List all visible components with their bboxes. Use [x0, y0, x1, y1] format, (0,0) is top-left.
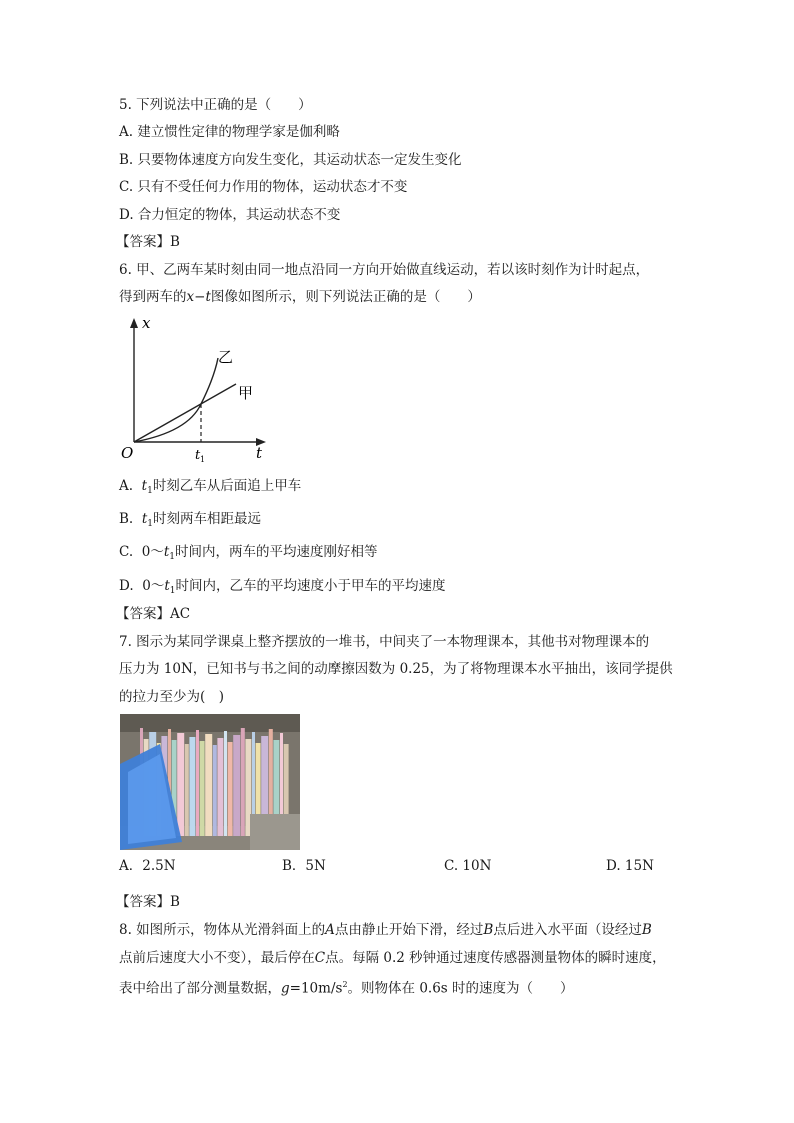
q6-stem-pre: 得到两车的 [119, 289, 187, 305]
option-sub: 1 [147, 486, 153, 496]
q6-option-d [119, 577, 446, 600]
q8-text: 点后进入水平面（设经过 [493, 922, 642, 938]
answer-label: 【答案】 [116, 606, 170, 622]
q5-option-c: C. 只有不受任何力作用的物体，运动状态才不变 [119, 179, 408, 195]
option-letter: A. [119, 478, 134, 494]
option-letter: C. [119, 544, 134, 560]
option-text: 时刻乙车从后面追上甲车 [152, 478, 302, 494]
answer-label: 【答案】 [116, 234, 170, 250]
q6-stem-t: t [205, 289, 211, 305]
q6-stem-x: x [186, 289, 195, 305]
origin-label: O [121, 444, 134, 462]
q8-point-a: A [325, 922, 335, 938]
q6-option-b [119, 510, 261, 533]
q5-option-d: D. 合力恒定的物体，其运动状态不变 [119, 207, 341, 223]
option-text: 时间内，两车的平均速度刚好相等 [175, 544, 378, 560]
option-sub: 1 [169, 552, 175, 562]
q8-sup: 2 [342, 980, 348, 989]
answer-value: B [170, 894, 180, 910]
t1-label: t [195, 448, 201, 462]
q8-point-c: C [314, 950, 326, 966]
q8-text: 点前后速度大小不变），最后停在 [119, 950, 315, 966]
option-var: t [141, 511, 148, 527]
q6-stem-line1: 6. 甲、乙两车某时刻由同一地点沿同一方向开始做直线运动，若以该时刻作为计时起点， [119, 262, 650, 278]
q5-option-a: A. 建立惯性定律的物理学家是伽利略 [119, 124, 340, 140]
option-letter: D. [119, 578, 134, 594]
t1-subscript: 1 [200, 455, 206, 462]
option-sub: 1 [169, 586, 176, 596]
xt-graph [118, 312, 278, 462]
book-spine [228, 742, 233, 836]
q6-stem-post: 图像如图所示，则下列说法正确的是（ ） [210, 289, 481, 305]
option-letter: B. [119, 511, 134, 527]
q6-option-a [119, 477, 301, 500]
option-var: t [164, 578, 170, 594]
q7-stem-line1: 7. 图示为某同学课桌上整齐摆放的一堆书，中间夹了一本物理课本，其他书对物理课本的 [119, 634, 650, 650]
book-spine [196, 730, 199, 836]
q8-text: 点由静止开始下滑，经过 [334, 922, 484, 938]
curve-yi [134, 358, 218, 442]
answer-label: 【答案】 [116, 894, 170, 910]
q7-option-d: D. 15N [606, 858, 654, 874]
book-spine [177, 733, 184, 836]
q8-text: 8. 如图所示，物体从光滑斜面上的 [119, 922, 326, 938]
q6-stem-line2 [119, 288, 481, 306]
q8-text: 表中给出了部分测量数据， [119, 980, 281, 997]
book-spine [200, 741, 205, 836]
q7-option-b: B．5N [282, 858, 326, 874]
q6-answer [116, 605, 190, 623]
q8-text: 点。每隔 0.2 秒钟通过速度传感器测量物体的瞬时速度， [325, 950, 666, 966]
label-yi: 乙 [218, 348, 234, 366]
q6-option-c [119, 543, 378, 566]
label-jia: 甲 [238, 384, 254, 402]
book-spine [189, 737, 195, 836]
q8-text: =10m/s [289, 980, 343, 997]
q6-stem-minus: − [194, 289, 206, 305]
option-var: t [141, 478, 148, 494]
books-photo [120, 714, 300, 850]
option-text: 时间内，乙车的平均速度小于甲车的平均速度 [175, 578, 446, 594]
q8-g: g [281, 980, 290, 997]
option-text: 时刻两车相距最远 [152, 511, 261, 527]
q8-text: 。则物体在 0.6s 时的速度为（ ） [347, 980, 574, 997]
book-spine [217, 738, 223, 836]
option-var: t [163, 544, 170, 560]
option-pre: 0～ [141, 544, 164, 560]
q8-line1 [119, 921, 652, 939]
x-axis-label: t [256, 444, 263, 462]
book-spine [241, 728, 245, 836]
q8-line3 [119, 976, 574, 998]
book-spine [205, 734, 212, 836]
q8-line2 [119, 949, 666, 967]
y-axis-label: x [142, 314, 151, 332]
q7-answer [116, 893, 180, 911]
option-sub: 1 [147, 519, 153, 529]
answer-value: B [170, 234, 180, 250]
q7-stem-line2: 压力为 10N，已知书与书之间的动摩擦因数为 0.25，为了将物理课本水平抽出，该同学提供 [119, 661, 673, 677]
q7-stem-line3: 的拉力至少为( ) [119, 689, 225, 705]
book-spine [185, 744, 189, 836]
q7-option-a: A．2.5N [119, 858, 176, 874]
y-axis-arrow-icon [130, 318, 138, 328]
q8-point-b: B [483, 922, 494, 938]
q7-option-c: C. 10N [444, 858, 492, 874]
q5-option-b: B. 只要物体速度方向发生变化，其运动状态一定发生变化 [119, 152, 462, 168]
book-spine [233, 735, 240, 836]
book-spine [224, 731, 227, 836]
book-spine [213, 745, 217, 836]
q5-stem: 5. 下列说法中正确的是（ ） [119, 97, 312, 113]
option-pre: 0～ [142, 578, 165, 594]
line-jia [134, 384, 236, 442]
q5-answer [116, 233, 180, 251]
q8-point-b: B [641, 922, 652, 938]
answer-value: AC [170, 606, 191, 622]
